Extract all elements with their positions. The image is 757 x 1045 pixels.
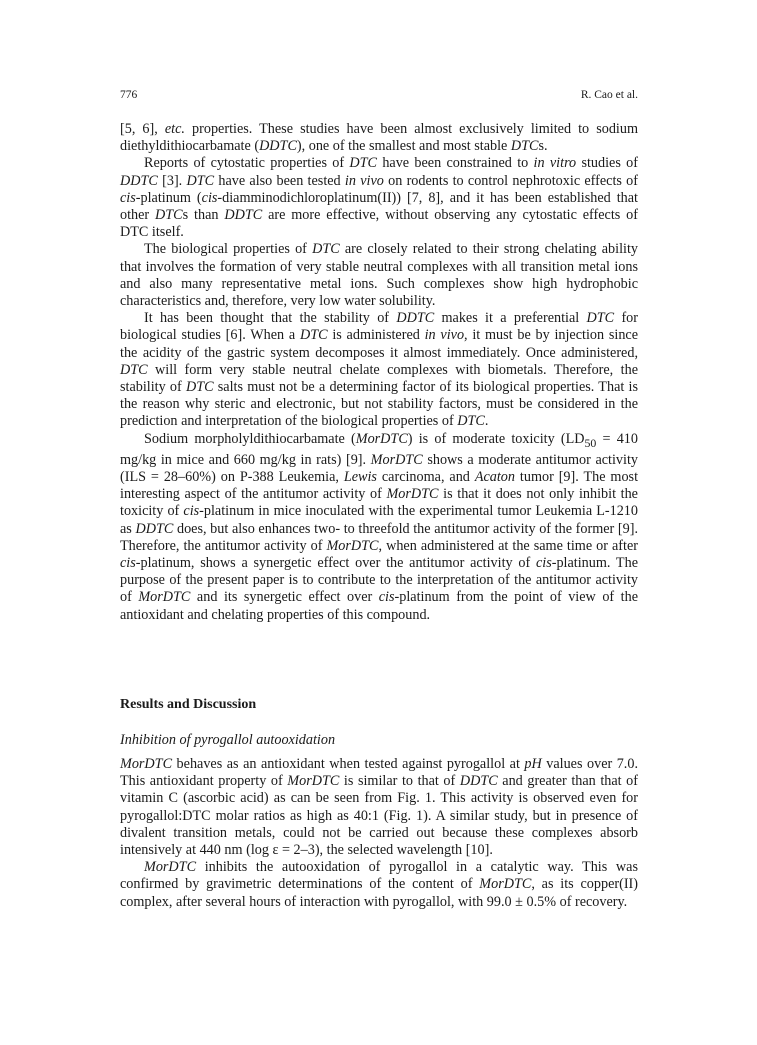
paragraph: MorDTC behaves as an antioxidant when tested against pyrogallol at pH values over 7.0. This antioxidant property of MorDTC is similar to that of DDTC and greater than that of vitamin C (ascorbic acid) as can be seen from Fig. 1. This activity is observed even for pyrogallol:DTC molar ratios as high as 40:1 (Fig. 1). A similar study, but in presence of divalent transition metals, could not be carried out because these complexes absorb intensively at 440 nm (log ε = 2–3), the selected wavelength [10]. [120, 756, 639, 859]
paragraph: [5, 6], etc. properties. These studies have been almost exclusively limited to sodium diethyldithiocarbamate (DDTC), one of the smallest and most stable DTCs. [120, 121, 638, 155]
page-number: 776 [120, 89, 138, 101]
paragraph: Sodium morpholyldithiocarbamate (MorDTC) is of moderate toxicity ($LD_{50} = 410$ mg/kg in mice and 660 mg/kg in rats) [9]. MorDTC shows a moderate antitumor activity (ILS = 28–60%) on P-388 Leukemia, Lewis carcinoma, and Acaton tumor [9]. The most interesting aspect of the antitumor activity of MorDTC is that it does not only inhibit the toxicity of cis-platinum in mice inoculated with the experimental tumor Leukemia L-1210 as DDTC does, but also enhances two- to threefold the antitumor activity of the former [9]. Therefore, the antitumor activity of MorDTC, when administered at the same time or after cis-platinum, shows a synergetic effect over the antitumor activity of cis-platinum. The purpose of the present paper is to contribute to the interpretation of the antitumor activity of MorDTC and its synergetic effect over cis-platinum from the point of view of the antioxidant and chelating properties of this compound. [120, 430, 639, 623]
running-header [120, 89, 638, 105]
running-author: R. Cao et al. [580, 89, 638, 101]
subsection-heading: Inhibition of pyrogallol autooxidation [120, 732, 336, 748]
introduction-text [120, 121, 638, 624]
paragraph: The biological properties of DTC are closely related to their strong chelating ability that involves the formation of very stable neutral complexes with all transition metal ions and also many representative metal ions. Such complexes show high hydrophobic characteristics and, therefore, very low water solubility. [120, 241, 638, 310]
results-text [120, 756, 638, 911]
paragraph: Reports of cytostatic properties of DTC have been constrained to in vitro studies of DDTC [3]. DTC have also been tested in vivo on rodents to control nephrotoxic effects of cis-platinum (cis-diamminodichloroplatinum(II)) [7, 8], and it has been established that other DTCs than DDTC are more effective, without observing any cytostatic effects of DTC itself. [120, 155, 639, 241]
section-heading: Results and Discussion [120, 697, 257, 712]
paragraph: It has been thought that the stability of DDTC makes it a preferential DTC for biological studies [6]. When a DTC is administered in vivo, it must be by injection since the acidity of the gastric system decomposes it almost immediately. Once administered, DTC will form very stable neutral chelate complexes with biometals. Therefore, the stability of DTC salts must not be a determining factor of its biological properties. That is the reason why steric and electronic, but not stability factors, must be considered in the prediction and interpretation of the biological properties of DTC. [120, 310, 639, 430]
paragraph: MorDTC inhibits the autooxidation of pyrogallol in a catalytic way. This was confirmed by gravimetric determinations of the content of MorDTC, as its copper(II) complex, after several hours of interaction with pyrogallol, with 99.0 ± 0.5% of recovery. [120, 859, 638, 910]
